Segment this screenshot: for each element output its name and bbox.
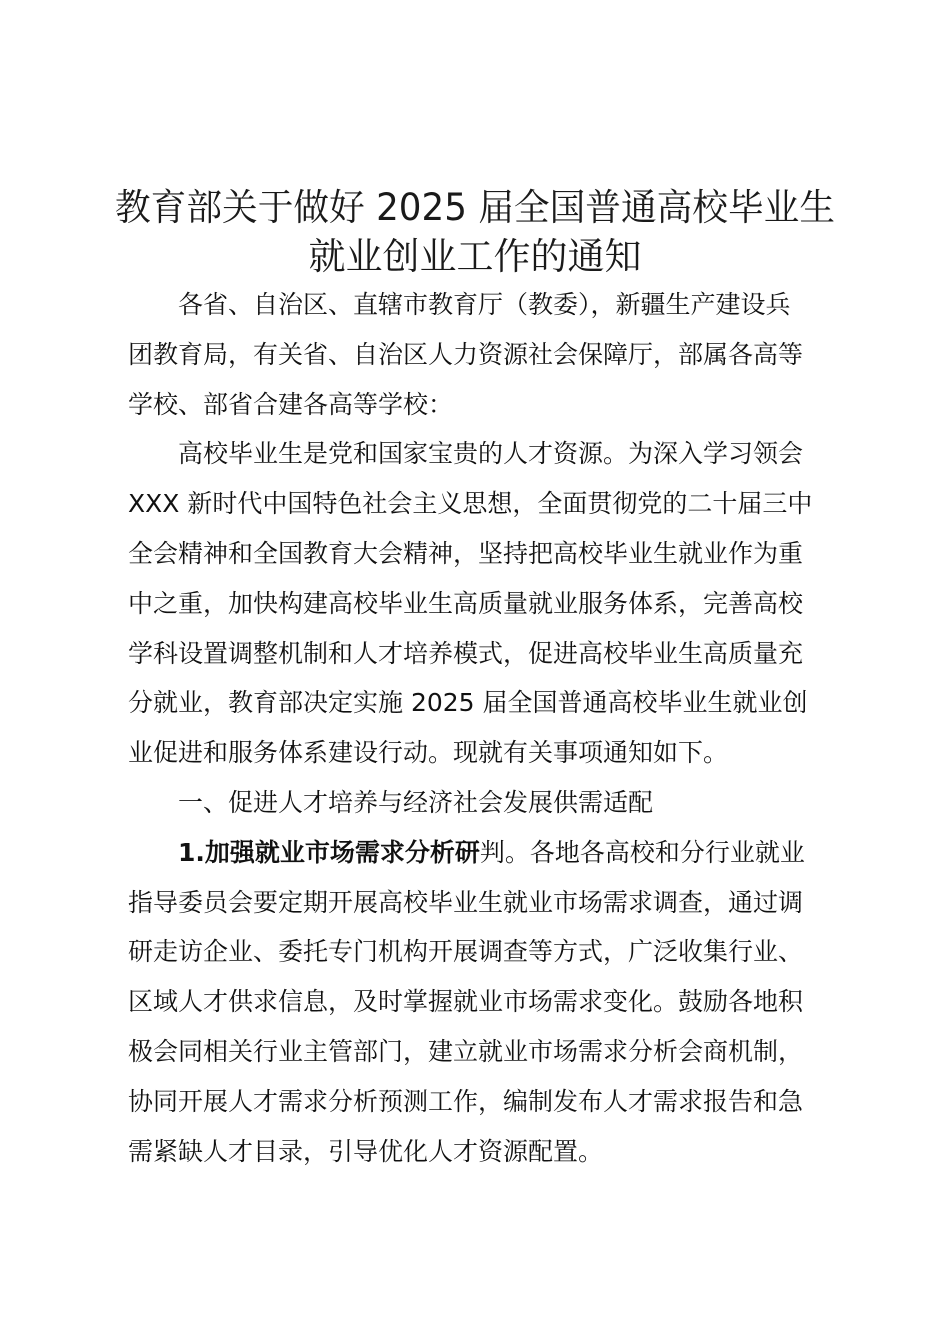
item-1-line-5: 极会同相关行业主管部门，建立就业市场需求分析会商机制，: [128, 1037, 804, 1066]
item-1-first-line-rest: 判。各地各高校和分行业就业: [479, 838, 805, 867]
intro-line-6: 分就业，教育部决定实施 2025 届全国普通高校毕业生就业创: [128, 688, 808, 717]
item-1-line-4: 区域人才供求信息，及时掌握就业市场需求变化。鼓励各地积: [128, 987, 804, 1016]
item-1-line-6: 协同开展人才需求分析预测工作，编制发布人才需求报告和急: [128, 1087, 804, 1116]
intro-line-7: 业促进和服务体系建设行动。现就有关事项通知如下。: [128, 738, 729, 767]
item-1-line-7: 需紧缺人才目录，引导优化人才资源配置。: [128, 1137, 604, 1166]
intro-line-3: 全会精神和全国教育大会精神，坚持把高校毕业生就业作为重: [128, 539, 804, 568]
document-title-line-1: 教育部关于做好 2025 届全国普通高校毕业生: [115, 186, 836, 229]
document-title-line-2: 就业创业工作的通知: [308, 235, 642, 278]
salutation-line-1: 各省、自治区、直辖市教育厅（教委），新疆生产建设兵: [178, 290, 791, 319]
item-1-first-line: [178, 836, 805, 870]
intro-line-1: 高校毕业生是党和国家宝贵的人才资源。为深入学习领会: [178, 439, 804, 468]
item-1-bold-lead: 1.加强就业市场需求分析研: [178, 838, 480, 867]
intro-line-2: XXX 新时代中国特色社会主义思想，全面贯彻党的二十届三中: [128, 489, 813, 518]
section-1-heading: 一、促进人才培养与经济社会发展供需适配: [178, 788, 654, 817]
salutation-line-2: 团教育局，有关省、自治区人力资源社会保障厅，部属各高等: [128, 340, 804, 369]
salutation-line-3: 学校、部省合建各高等学校：: [128, 390, 454, 419]
intro-line-4: 中之重，加快构建高校毕业生高质量就业服务体系，完善高校: [128, 589, 804, 618]
item-1-line-3: 研走访企业、委托专门机构开展调查等方式，广泛收集行业、: [128, 937, 804, 966]
intro-line-5: 学科设置调整机制和人才培养模式，促进高校毕业生高质量充: [128, 639, 804, 668]
item-1-line-2: 指导委员会要定期开展高校毕业生就业市场需求调查，通过调: [128, 888, 804, 917]
